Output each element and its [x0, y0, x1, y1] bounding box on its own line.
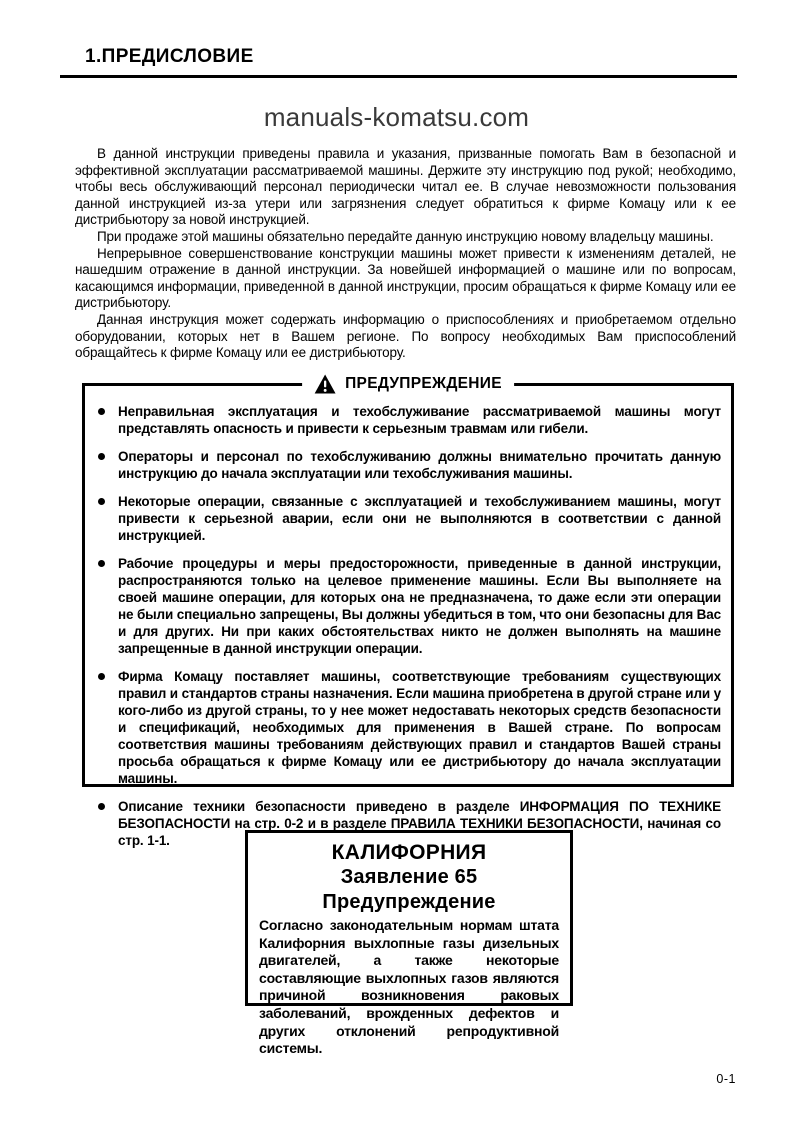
- bullet-text: Неправильная эксплуатация и техобслуживание рассматриваемой машины могут представлять опасность и привести к серьезным травмам или гибели.: [118, 404, 721, 436]
- section-title: ПРЕДИСЛОВИЕ: [101, 46, 254, 67]
- california-warning-box: [245, 830, 573, 1057]
- warning-bullet-item: [95, 493, 721, 544]
- intro-section: [75, 146, 736, 362]
- bullet-dot-icon: [98, 498, 105, 505]
- bullet-text: Фирма Комацу поставляет машины, соответствующие требованиям существующих правил и стандартов страны назначения. Если машина приобретена в другой стране или у кого-либо из другой страны, то у нее может недоставать некоторых средств безопасности и спецификаций, необходимых для применения в Вашей стране. По вопросам соответствия машины требованиям действующих правил и стандартов Вашей страны просьба обращаться к фирме Комацу или ее дистрибьютору до начала эксплуатации машины.: [118, 669, 721, 786]
- page-number: 0-1: [716, 1072, 736, 1086]
- warning-bullet-item: [95, 555, 721, 657]
- warning-bullet-item: [95, 448, 721, 482]
- warning-bullet-item: [95, 403, 721, 437]
- bullet-text: Рабочие процедуры и меры предосторожности, приведенные в данной инструкции, распространяются только на целевое применение машины. Если Вы выполняете на своей машине операции, для которых она не предназначена, то даже если эти операции не были специально запрещены, Вы должны убедиться в том, что они безопасны для Вас и для других. Ни при каких обстоятельствах никто не должен выполнять на машине запрещенные в данной инструкции операции.: [118, 556, 721, 656]
- watermark-text: manuals-komatsu.com: [263, 102, 530, 132]
- intro-paragraph: В данной инструкции приведены правила и указания, призванные помогать Вам в безопасной и эффективной эксплуатации рассматриваемой машины. Держите эту инструкцию под рукой; необходимо, чтобы весь обслуживающий персонал периодически читал ее. В случае невозможности пользования данной инструкцией из-за утери или загрязнения следует обратиться к фирме Комацу или к ее дистрибьютору за новой инструкцией.: [75, 146, 736, 228]
- page-title: [60, 46, 737, 68]
- intro-paragraph: Непрерывное совершенствование конструкции машины может привести к изменениям деталей, не нашедшим отражение в данной инструкции. За новейшей информацией о машине или по вопросам, касающимся информации, приведенной в данной инструкции, просим обращаться к фирме Комацу или ее дистрибьютору.: [75, 245, 736, 311]
- bullet-text: Операторы и персонал по техобслуживанию должны внимательно прочитать данную инструкцию до начала эксплуатации или техобслуживания машины.: [118, 449, 721, 481]
- bullet-dot-icon: [98, 453, 105, 460]
- warning-bullet-item: [95, 668, 721, 787]
- california-title: КАЛИФОРНИЯ: [331, 841, 487, 864]
- california-body: Согласно законодательным нормам штата Калифорния выхлопные газы дизельных двигателей, а также некоторые составляющие выхлопных газов являются причиной возникновения раковых заболеваний, врожденных дефектов и других отклонений репродуктивной системы.: [259, 917, 559, 1057]
- warning-box: [82, 375, 734, 848]
- intro-paragraph: Данная инструкция может содержать информацию о приспособлениях и приобретаемом отдельно оборудовании, которых нет в Вашем регионе. По вопросу необходимых Вам приспособлений обращайтесь к фирме Комацу или ее дистрибьютору.: [75, 311, 736, 361]
- bullet-text: Описание техники безопасности приведено в разделе ИНФОРМАЦИЯ ПО ТЕХНИКЕ БЕЗОПАСНОСТИ на стр. 0-2 и в разделе ПРАВИЛА ТЕХНИКИ БЕЗОПАСНОСТИ, начиная со стр. 1-1.: [118, 799, 721, 848]
- warning-triangle-icon: [314, 374, 336, 394]
- intro-paragraph: При продаже этой машины обязательно передайте данную инструкцию новому владельцу машины.: [97, 228, 714, 244]
- bullet-text: Некоторые операции, связанные с эксплуатацией и техобслуживанием машины, могут привести к серьезной аварии, если они не выполняются в соответствии с данной инструкцией.: [118, 494, 721, 543]
- bullet-dot-icon: [98, 408, 105, 415]
- bullet-dot-icon: [98, 803, 105, 810]
- warning-header: [302, 374, 514, 394]
- section-header: [60, 46, 737, 78]
- california-subtitle: Заявление 65 Предупреждение: [322, 866, 496, 913]
- warning-bullet-list: [95, 403, 721, 849]
- bullet-dot-icon: [98, 673, 105, 680]
- bullet-dot-icon: [98, 560, 105, 567]
- section-number: 1.: [85, 46, 102, 67]
- warning-title: ПРЕДУПРЕЖДЕНИЕ: [345, 375, 502, 392]
